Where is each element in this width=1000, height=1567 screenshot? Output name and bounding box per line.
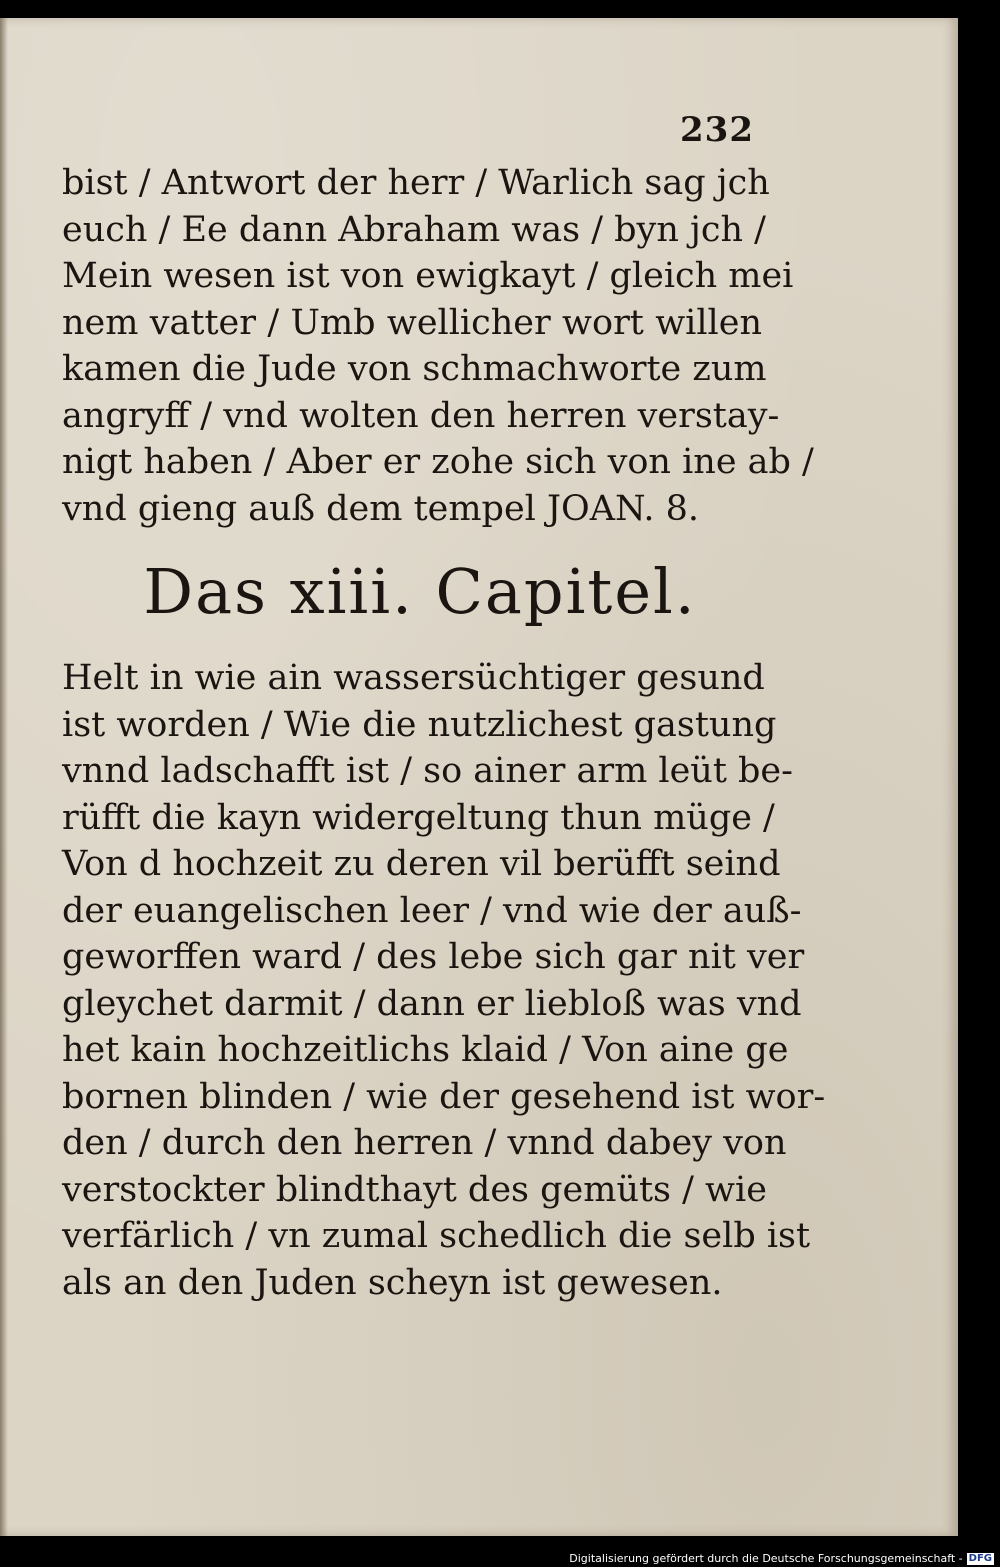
text-line: vnnd ladschafft ist / so ainer arm leüt be- bbox=[62, 751, 793, 791]
text-line: kamen die Jude von schmachworte zum bbox=[62, 349, 767, 389]
text-line: ist worden / Wie die nutzlichest gastung bbox=[62, 704, 777, 745]
chapter-heading: Das xiii. Capitel. bbox=[143, 555, 697, 628]
page-gutter-shadow bbox=[0, 18, 8, 1536]
text-line: geworffen ward / des lebe sich gar nit ver bbox=[62, 937, 805, 977]
text-line: verstockter blindthayt des gemüts / wie bbox=[62, 1169, 767, 1210]
text-line: Helt in wie ain wassersüchtiger gesund bbox=[62, 658, 765, 698]
text-line: het kain hochzeitlichs klaid / Von aine ge bbox=[62, 1030, 789, 1070]
text-line: als an den Juden scheyn ist gewesen. bbox=[62, 1262, 723, 1303]
text-line: nigt haben / Aber er zohe sich von ine ab / bbox=[62, 442, 814, 482]
text-line: bist / Antwort der herr / Warlich sag jch bbox=[62, 163, 770, 203]
text-line: vnd gieng auß dem tempel JOAN. 8. bbox=[62, 488, 700, 529]
text-line: gleychet darmit / dann er liebloß was vnd bbox=[62, 983, 802, 1024]
text-line: verfärlich / vn zumal schedlich die selb ist bbox=[62, 1216, 811, 1256]
text-line: rüfft die kayn widergeltung thun müge / bbox=[62, 797, 775, 838]
text-line: nem vatter / Umb wellicher wort willen bbox=[62, 302, 762, 343]
page-number: 232 bbox=[680, 110, 754, 150]
credit-text: Digitalisierung gefördert durch die Deutsche Forschungsgemeinschaft - bbox=[569, 1552, 963, 1565]
text-line: den / durch den herren / vnnd dabey von bbox=[62, 1123, 787, 1163]
text-line: Von d hochzeit zu deren vil berüfft seind bbox=[62, 844, 781, 884]
text-line: euch / Ee dann Abraham was / byn jch / bbox=[62, 209, 766, 250]
dfg-logo: DFG bbox=[968, 1552, 992, 1564]
text-line: der euangelischen leer / vnd wie der auß- bbox=[62, 890, 802, 931]
text-line: bornen blinden / wie der gesehend ist wor- bbox=[62, 1076, 826, 1117]
chapter-summary bbox=[62, 655, 826, 1306]
digitization-credit bbox=[569, 1552, 994, 1565]
text-line: Mein wesen ist von ewigkayt / gleich mei bbox=[62, 256, 794, 296]
text-line: angryff / vnd wolten den herren verstay- bbox=[62, 395, 780, 436]
paragraph-top bbox=[62, 160, 814, 532]
